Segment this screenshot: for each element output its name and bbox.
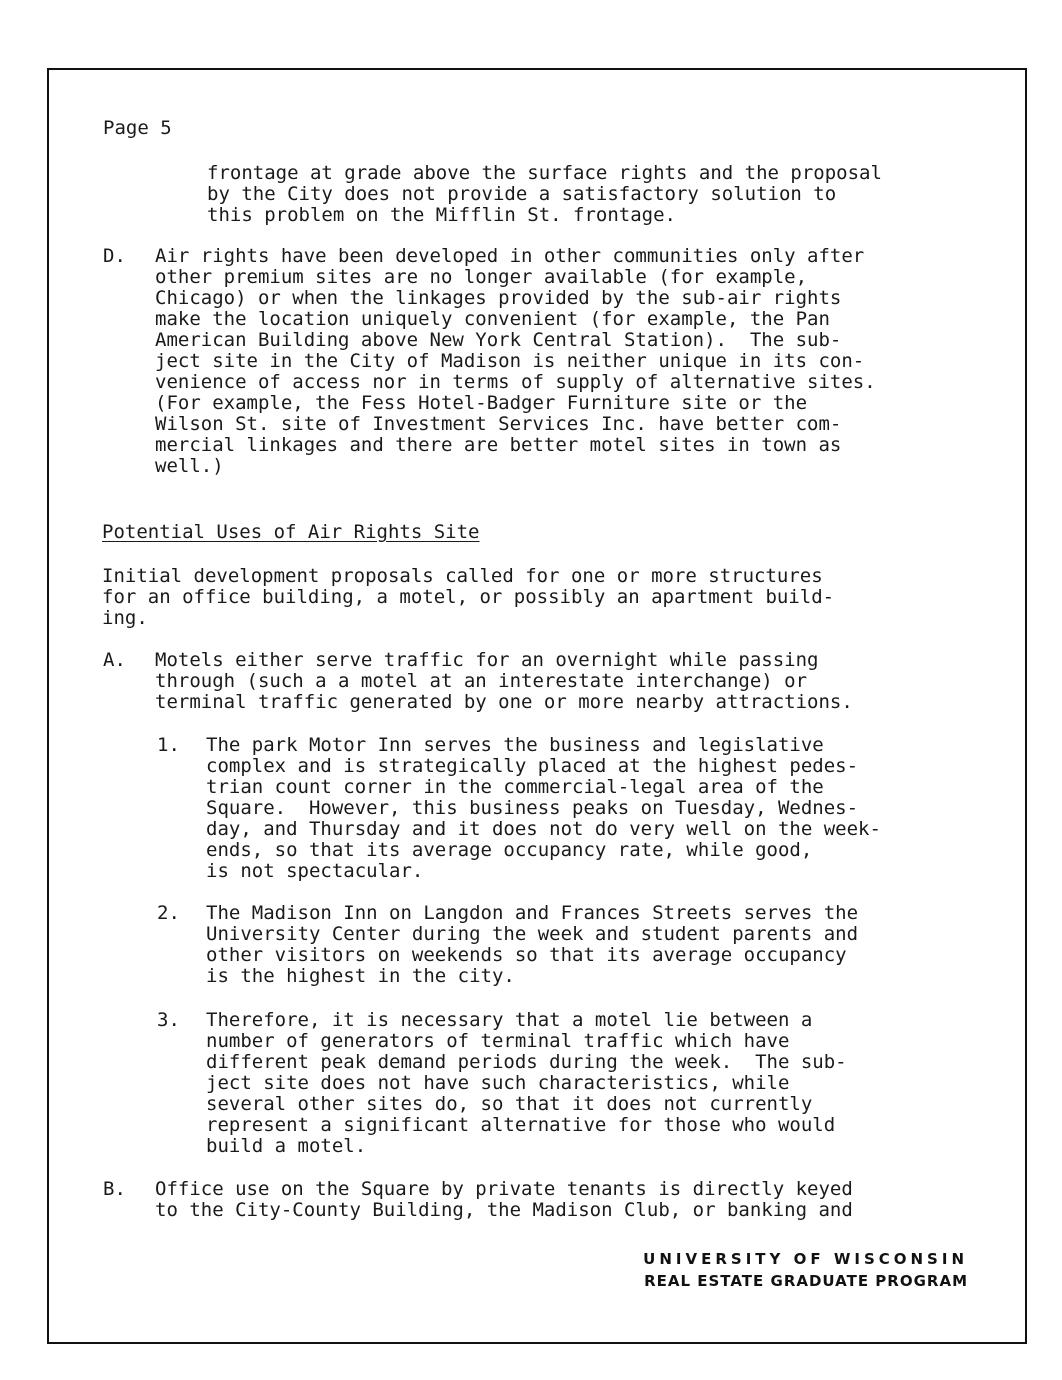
footer-line-1: UNIVERSITY OF WISCONSIN — [643, 1250, 968, 1268]
footer-line-2: REAL ESTATE GRADUATE PROGRAM — [644, 1272, 968, 1290]
list-item-3-label: 3. — [157, 1009, 180, 1031]
list-item-3-text: Therefore, it is necessary that a motel lie between a number of generators of terminal traffic which have different peak demand periods during the week. The sub- ject site does not have such characteristics, while several other sites do, so that it does not currently represent a significant alternative for those who would build a motel. — [206, 1009, 847, 1157]
list-item-2-label: 2. — [157, 902, 180, 924]
page-number: Page 5 — [103, 117, 172, 139]
section-d-text: Air rights have been developed in other communities only after other premium sites are no longer available (for example, Chicago) or when the linkages provided by the sub-air rights make the location uniquely convenient (for example, the Pan American Building above New York Central Station). The sub- ject site in the City of Madison is neither unique in its con- venience of access nor in terms of supply of alternative sites. (For example, the Fess Hotel-Badger Furniture site or the Wilson St. site of Investment Services Inc. have better com- mercial linkages and there are better motel sites in town as well.) — [155, 245, 876, 477]
list-item-1-text: The park Motor Inn serves the business and legislative complex and is strategically placed at the highest pedes- trian count corner in the commercial-legal area of the Square. However, this business peaks on Tuesday, Wednes- day, and Thursday and it does not do very well on the week- ends, so that its average occupancy rate, while good, is not spectacular. — [206, 734, 881, 882]
section-a-label: A. — [103, 649, 126, 671]
section-b-text: Office use on the Square by private tenants is directly keyed to the City-County Building, the Madison Club, or banking and — [155, 1178, 853, 1221]
section-a-text: Motels either serve traffic for an overnight while passing through (such a a motel at an interestate interchange) or terminal traffic generated by one or more nearby attractions. — [155, 649, 853, 713]
section-d-label: D. — [103, 245, 126, 267]
footer-institution — [643, 1248, 968, 1292]
section-heading: Potential Uses of Air Rights Site — [102, 521, 480, 543]
section-b-label: B. — [103, 1178, 126, 1200]
list-item-2-text: The Madison Inn on Langdon and Frances Streets serves the University Center during the week and student parents and other visitors on weekends so that its average occupancy is the highest in the city. — [206, 902, 859, 987]
intro-paragraph: Initial development proposals called for one or more structures for an office building, a motel, or possibly an apartment build- ing. — [102, 565, 835, 629]
section-c-continuation: frontage at grade above the surface rights and the proposal by the City does not provide a satisfactory solution to this problem on the Mifflin St. frontage. — [207, 162, 882, 226]
list-item-1-label: 1. — [157, 734, 180, 756]
